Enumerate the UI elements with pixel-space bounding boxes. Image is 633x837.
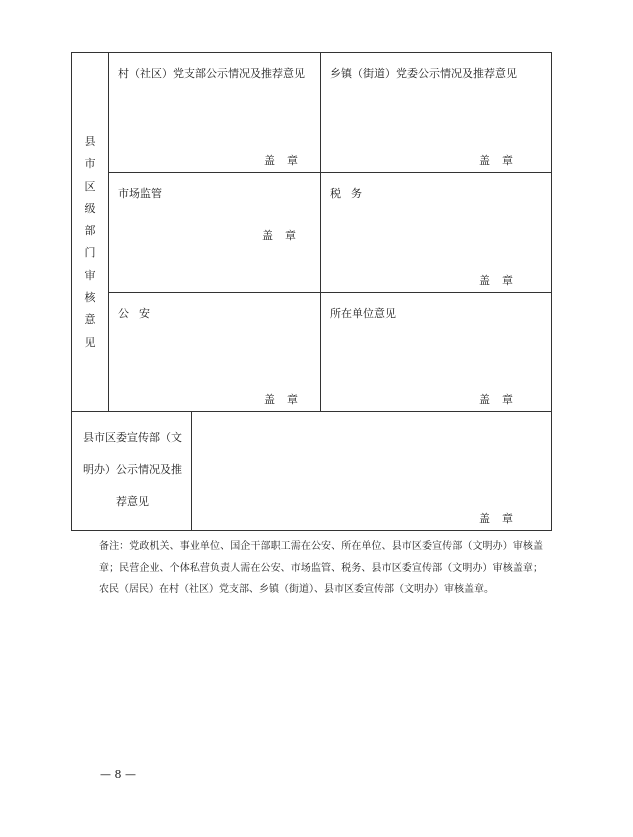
village-party-opinion-cell	[109, 53, 321, 173]
approval-form-table	[71, 52, 552, 531]
public-security-cell	[109, 293, 321, 412]
market-supervision-cell	[109, 173, 321, 293]
propaganda-dept-label-cell	[72, 412, 192, 531]
tax-seal: 盖章	[479, 274, 525, 287]
employer-opinion-title: 所在单位意见	[330, 307, 396, 320]
footnote-remark: 备注：党政机关、事业单位、国企干部职工需在公安、所在单位、县市区委宣传部（文明办）审核盖章；民营企业、个体私营负责人需在公安、市场监管、税务、县市区委宣传部（文明办）审核盖章；农民（居民）在村（社区）党支部、乡镇（街道）、县市区委宣传部（文明办）审核盖章。	[99, 541, 543, 596]
township-party-opinion-title: 乡镇（街道）党委公示情况及推荐意见	[330, 67, 517, 80]
page-number: — 8 —	[100, 768, 136, 781]
employer-opinion-seal: 盖章	[479, 393, 525, 406]
township-party-opinion-cell	[321, 53, 552, 173]
propaganda-dept-opinion-cell	[192, 412, 552, 531]
tax-cell	[321, 173, 552, 293]
county-department-review-header	[72, 53, 109, 412]
village-party-seal: 盖章	[264, 154, 310, 167]
public-security-title: 公安	[118, 307, 160, 320]
propaganda-dept-seal: 盖章	[479, 512, 525, 525]
propaganda-dept-label: 县市区委宣传部（文明办）公示情况及推荐意见	[83, 431, 182, 508]
public-security-seal: 盖章	[264, 393, 310, 406]
market-supervision-title: 市场监管	[118, 187, 162, 200]
tax-title: 税务	[330, 187, 372, 200]
county-department-review-label: 县 市 区 级 部 门 审 核 意 见	[84, 135, 96, 349]
township-party-seal: 盖章	[479, 154, 525, 167]
market-supervision-seal: 盖章	[262, 229, 308, 242]
employer-opinion-cell	[321, 293, 552, 412]
village-party-opinion-title: 村（社区）党支部公示情况及推荐意见	[118, 67, 305, 80]
